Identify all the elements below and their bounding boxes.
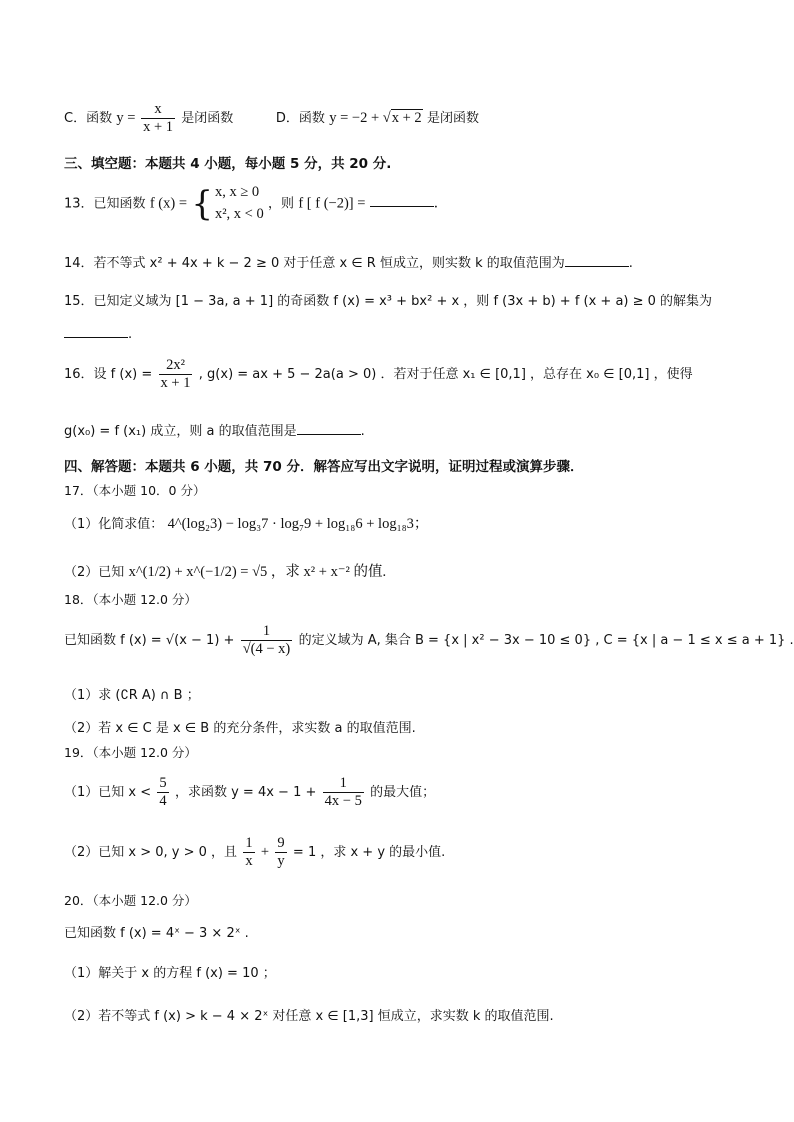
question-19-part-2: （2）已知 x > 0, y > 0 ，且 $\frac{1}{x}$ + $\frac{9}{y}$ = 1 ，求 x + y 的最小值. xyxy=(64,835,446,870)
option-c-fraction: $\frac{x}{x + 1}$ xyxy=(143,101,173,136)
question-20-part-2: （2）若不等式 f (x) > k − 4 × 2ˣ 对任意 x ∈ [1,3] 恒成立，求实数 k 的取值范围. xyxy=(64,1009,554,1024)
answer-blank-14[interactable] xyxy=(565,254,629,267)
option-c-func: y = xyxy=(116,110,140,127)
option-c-d xyxy=(64,102,479,135)
option-c-label: C．函数 xyxy=(64,111,113,127)
question-17-part-2: （2）已知 x^(1/2) + x^(−1/2) = √5 ，求 x² + x⁻² 的值. xyxy=(64,564,387,580)
option-d-tail: 是闭函数 xyxy=(426,111,479,127)
question-16: 16．设 f (x) = $\frac{\text{2x²}}{x + 1}$ , g(x) = ax + 5 − 2a(a > 0) ．若对于任意 x₁ ∈ [0,1] ，总存在 x₀ ∈ [0,1] ，使得 xyxy=(64,357,693,392)
question-20-header: 20．（本小题 12.0 分） xyxy=(64,893,197,908)
answer-blank-13[interactable] xyxy=(370,194,434,207)
case-1: x, x ≥ 0 xyxy=(214,184,260,200)
section-3-heading: 三、填空题：本题共 4 小题，每小题 5 分，共 20 分. xyxy=(64,156,392,172)
answer-blank-16[interactable] xyxy=(297,422,361,435)
question-17-part-1: （1）化简求值： 4^(log₂3) − log₃7 · log₇9 + log₁₈6 + log₁₈3； xyxy=(64,516,429,532)
answer-blank-15[interactable] xyxy=(64,325,128,338)
section-4-heading: 四、解答题：本题共 6 小题，共 70 分．解答应写出文字说明，证明过程或演算步骤． xyxy=(64,459,584,475)
question-18-part-2: （2）若 x ∈ C 是 x ∈ B 的充分条件，求实数 a 的取值范围. xyxy=(64,721,416,736)
question-20-stem: 已知函数 f (x) = 4ˣ − 3 × 2ˣ . xyxy=(64,926,249,941)
question-15: 15．已知定义域为 [1 − 3a, a + 1] 的奇函数 f (x) = x³ + bx² + x ，则 f (3x + b) + f (x + a) ≥ 0 的解集为 xyxy=(64,294,713,309)
case-2: x², x < 0 xyxy=(214,205,264,222)
question-16-line-2: g(x₀) = f (x₁) 成立，则 a 的取值范围是 . xyxy=(64,424,365,439)
question-17-header: 17．（本小题 10．0 分） xyxy=(64,483,206,498)
question-13: 13．已知函数 f (x) = { x, x ≥ 0 x², x < 0 ，则 f [ f (−2)] = . xyxy=(64,183,439,224)
question-18-part-1: （1）求 (∁R A) ∩ B ； xyxy=(64,688,200,703)
option-d-label: D．函数 xyxy=(275,111,325,127)
question-20-part-1: （1）解关于 x 的方程 f (x) = 10 ； xyxy=(64,966,276,981)
question-18-header: 18．（本小题 12.0 分） xyxy=(64,592,197,607)
question-15-line-2: . xyxy=(64,325,132,342)
question-19-part-1: （1）已知 x < $\frac{5}{4}$ ，求函数 y = 4x − 1 + $\frac{1}{4x - 5}$ 的最大值； xyxy=(64,775,436,810)
question-19-header: 19．（本小题 12.0 分） xyxy=(64,745,197,760)
option-c-tail: 是闭函数 xyxy=(181,111,234,127)
question-14: 14．若不等式 x² + 4x + k − 2 ≥ 0 对于任意 x ∈ R 恒成立，则实数 k 的取值范围为 . xyxy=(64,256,633,271)
option-d-radicand: x + 2 xyxy=(391,110,422,127)
question-18-stem: 已知函数 f (x) = √(x − 1) + $\frac{1}{√(4 - x)}$ 的定义域为 A, 集合 B = {x | x² − 3x − 10 ≤ 0} , C = {x | a − 1 ≤ x ≤ a + 1} . xyxy=(64,623,794,658)
option-d-func: y = −2 + √ xyxy=(329,110,391,127)
